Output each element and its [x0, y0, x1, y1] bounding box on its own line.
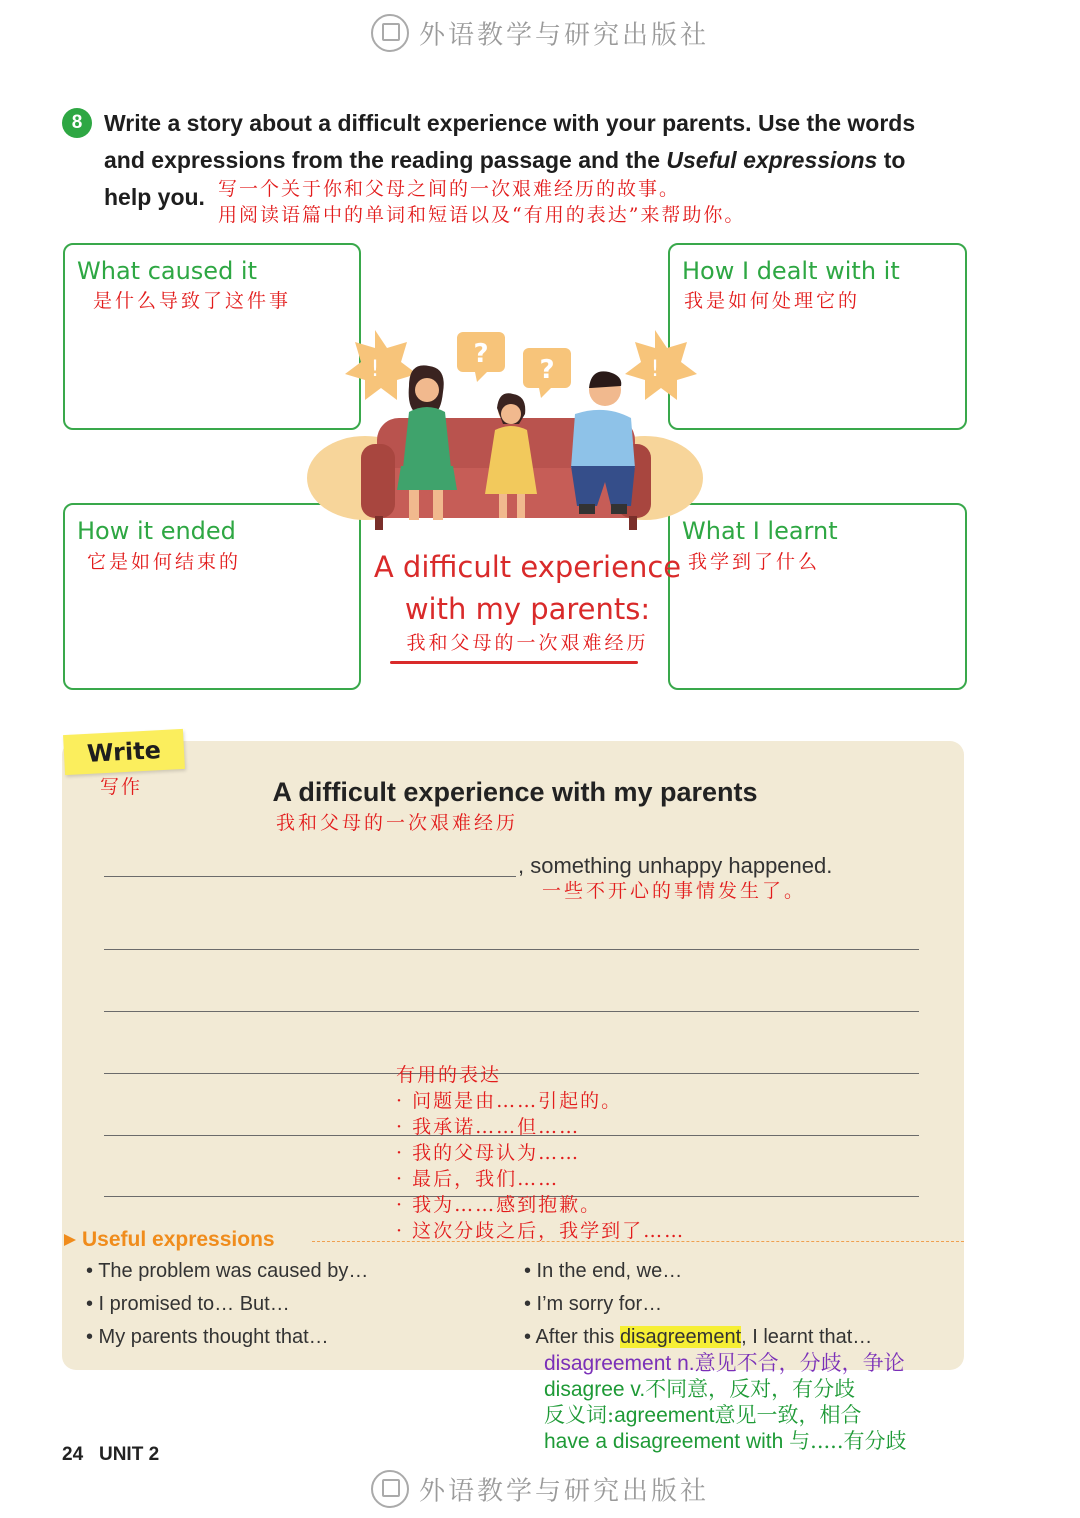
expression-item: • In the end, we… — [524, 1260, 683, 1282]
publisher-logo-icon — [371, 14, 409, 52]
box-learnt-title: What I learnt — [682, 517, 838, 545]
cn-expression-item: · 最后，我们…… — [396, 1168, 560, 1190]
writing-line-4[interactable] — [104, 1073, 919, 1074]
box-caused-cn: 是什么导致了这件事 — [93, 290, 292, 312]
publisher-name: 外语教学与研究出版社 — [418, 1476, 709, 1507]
page-footer — [62, 1444, 159, 1466]
expression-item: • The problem was caused by… — [86, 1260, 369, 1282]
center-title-cn: 我和父母的一次艰难经历 — [406, 632, 649, 654]
writing-line-3[interactable] — [104, 1011, 919, 1012]
vocab-note-1-cn: 意见不合，分歧，争论 — [694, 1351, 905, 1375]
highlighted-word: disagreement — [619, 1326, 742, 1348]
box-dealt-cn: 我是如何处理它的 — [684, 290, 861, 312]
instruction-line-2b: to — [877, 147, 906, 173]
box-what-i-learnt — [668, 503, 967, 690]
vocab-note-2-cn: 不同意，反对，有分歧 — [645, 1377, 856, 1401]
box-ended-cn: 它是如何结束的 — [87, 551, 242, 573]
write-tag — [63, 729, 185, 775]
instruction-cn-line-2: 用阅读语篇中的单词和短语以及“有用的表达”来帮助你。 — [218, 204, 746, 226]
expression-item: • I promised to… But… — [86, 1293, 290, 1315]
family-sofa-illustration — [305, 318, 705, 540]
vocab-note-1-en: disagreement n. — [544, 1352, 695, 1375]
svg-text:!: ! — [370, 357, 380, 382]
instruction-line-3: help you. — [104, 184, 205, 210]
useful-expressions-label: Useful expressions — [82, 1228, 275, 1251]
publisher-logo-icon — [371, 1470, 409, 1508]
box-learnt-cn: 我学到了什么 — [688, 551, 821, 573]
box-how-i-dealt — [668, 243, 967, 430]
expression-part: • After this — [524, 1326, 620, 1348]
instruction-line-2-em: Useful expressions — [666, 147, 878, 173]
vocab-note-4 — [544, 1425, 907, 1455]
center-title-underline — [390, 661, 638, 664]
vocab-note-4-cn: 与.....有分歧 — [789, 1429, 907, 1453]
instruction-line-2a: and expressions from the reading passage and the — [104, 147, 667, 173]
publisher-header — [0, 14, 1080, 52]
publisher-name: 外语教学与研究出版社 — [418, 20, 709, 51]
arrow-icon — [64, 1234, 76, 1246]
write-title-cn: 我和父母的一次艰难经历 — [276, 812, 519, 834]
svg-text:?: ? — [539, 355, 555, 385]
publisher-footer — [0, 1470, 1080, 1508]
box-dealt-title: How I dealt with it — [682, 257, 900, 285]
instruction-line-1: Write a story about a difficult experience with your parents. Use the words — [104, 110, 916, 136]
vocab-note-3-prefix: 反义词: — [544, 1403, 615, 1427]
center-title-line-2: with my parents: — [404, 592, 651, 626]
cn-expression-item: · 我为……感到抱歉。 — [396, 1194, 602, 1216]
expression-part: , I learnt that… — [741, 1326, 873, 1348]
vocab-note-3-cn: 意见一致，相合 — [714, 1403, 862, 1427]
center-title-line-1: A difficult experience — [373, 550, 682, 584]
box-caused-title: What caused it — [77, 257, 258, 285]
useful-expressions-heading — [64, 1228, 275, 1252]
cn-expression-item: · 问题是由……引起的。 — [396, 1090, 623, 1112]
cn-expression-item: · 我的父母认为…… — [396, 1142, 581, 1164]
vocab-note-2-en: disagree v. — [544, 1378, 646, 1401]
useful-divider — [312, 1241, 964, 1242]
exercise-number-badge: 8 — [62, 108, 92, 138]
box-ended-title: How it ended — [77, 517, 236, 545]
write-title: A difficult experience with my parents — [272, 777, 758, 807]
sentence-ending: , something unhappy happened. — [518, 853, 833, 878]
write-tag-label: Write — [86, 736, 162, 768]
svg-text:?: ? — [473, 339, 489, 369]
cn-expression-item: · 这次分歧之后，我学到了…… — [396, 1220, 686, 1242]
expression-item: • My parents thought that… — [86, 1326, 329, 1348]
svg-text:!: ! — [650, 357, 660, 382]
expression-item: • I’m sorry for… — [524, 1293, 663, 1315]
vocab-note-4-en: have a disagreement with — [544, 1430, 790, 1453]
instruction-line-2 — [104, 147, 905, 174]
cn-expressions-heading: 有用的表达 — [396, 1064, 502, 1086]
vocab-note-3-en: agreement — [614, 1404, 715, 1427]
writing-line-2[interactable] — [104, 949, 919, 950]
page-number: 24 — [62, 1444, 84, 1465]
instruction-cn-line-1: 写一个关于你和父母之间的一次艰难经历的故事。 — [218, 178, 681, 200]
unit-label: UNIT 2 — [98, 1444, 160, 1465]
expression-item-disagreement — [524, 1326, 872, 1349]
writing-line-1[interactable] — [104, 876, 516, 877]
cn-expression-item: · 我承诺……但…… — [396, 1116, 581, 1138]
write-tag-cn: 写作 — [100, 776, 143, 798]
sentence-ending-cn: 一些不开心的事情发生了。 — [542, 880, 807, 902]
